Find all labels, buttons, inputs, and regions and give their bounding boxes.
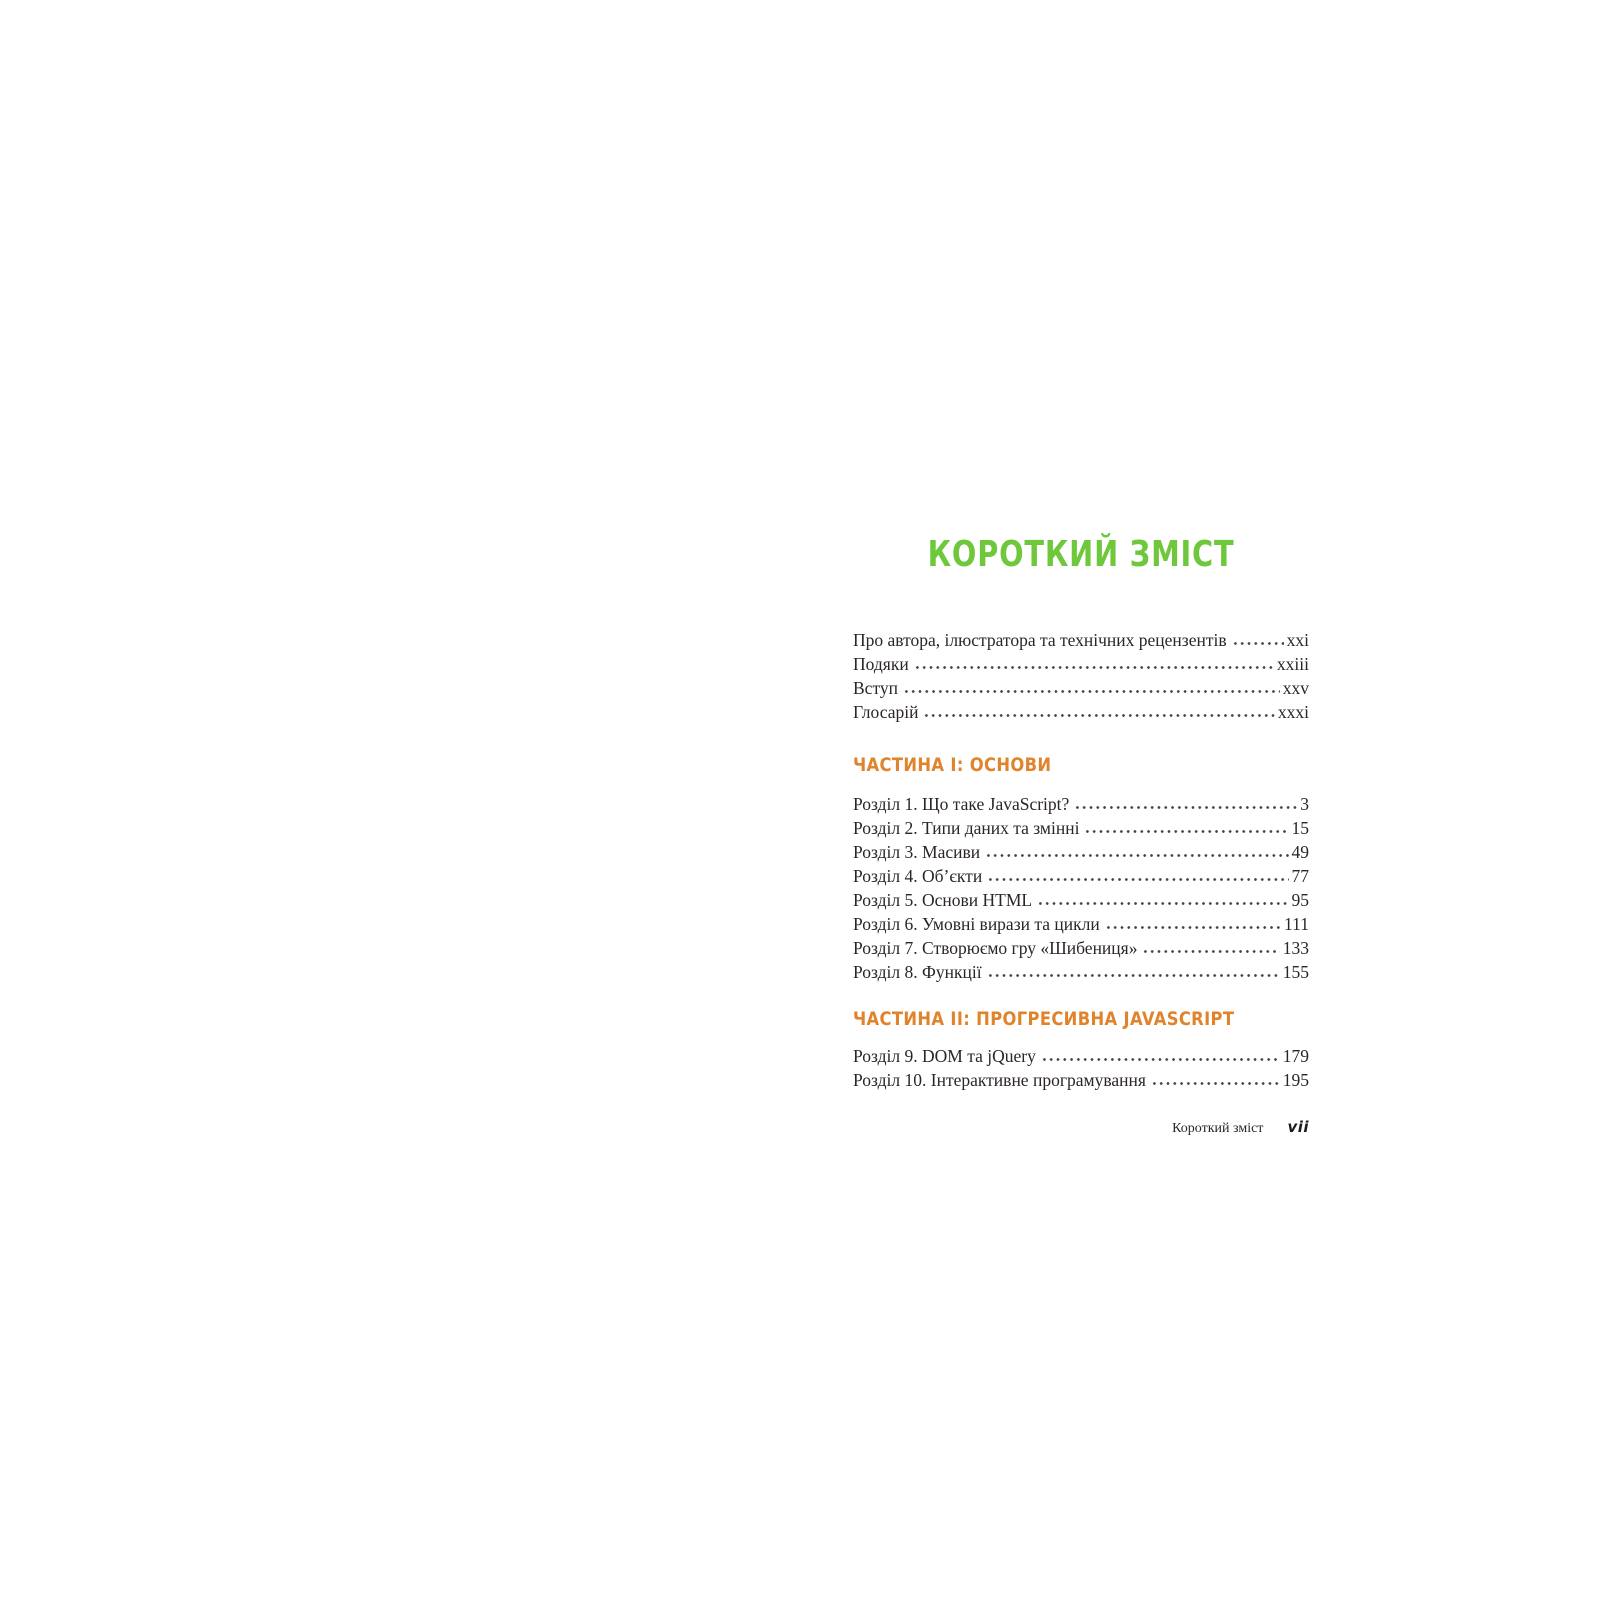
toc-entry-title: Розділ 9. DOM та jQuery xyxy=(853,1046,1036,1066)
toc-entry xyxy=(853,936,1309,960)
toc-entry xyxy=(853,700,1309,724)
dot-leader xyxy=(985,864,1288,888)
toc-entry-page: 15 xyxy=(1291,818,1309,838)
part-2-chapter-list xyxy=(853,1044,1309,1092)
part-section-advanced xyxy=(853,1008,1309,1092)
dot-leader xyxy=(912,652,1274,676)
toc-entry-title: Розділ 10. Інтерактивне програмування xyxy=(853,1070,1146,1090)
page-footer xyxy=(853,1118,1309,1137)
dot-leader xyxy=(983,840,1288,864)
dot-leader xyxy=(1035,888,1288,912)
part-heading: ЧАСТИНА I: ОСНОВИ xyxy=(853,754,1052,776)
toc-entry-title: Розділ 2. Типи даних та змінні xyxy=(853,818,1080,838)
dot-leader xyxy=(901,676,1280,700)
toc-entry xyxy=(853,628,1309,652)
toc-entry-title: Подяки xyxy=(853,654,909,674)
toc-entry-page: 77 xyxy=(1291,866,1309,886)
dot-leader xyxy=(1230,628,1284,652)
toc-entry-page: 111 xyxy=(1284,914,1309,934)
toc-entry-page: 195 xyxy=(1282,1070,1309,1090)
dot-leader xyxy=(1140,936,1279,960)
dot-leader xyxy=(921,700,1274,724)
dot-leader xyxy=(1072,792,1297,816)
toc-entry-title: Розділ 8. Функції xyxy=(853,962,982,982)
toc-entry-page: 155 xyxy=(1282,962,1309,982)
toc-entry-title: Про автора, ілюстратора та технічних рецензентів xyxy=(853,630,1227,650)
dot-leader xyxy=(985,960,1280,984)
dot-leader xyxy=(1039,1044,1280,1068)
toc-entry-title: Вступ xyxy=(853,678,898,698)
toc-entry-title: Глосарій xyxy=(853,702,919,722)
dot-leader xyxy=(1149,1068,1280,1092)
toc-entry xyxy=(853,888,1309,912)
toc-entry xyxy=(853,1068,1309,1092)
toc-entry xyxy=(853,652,1309,676)
toc-entry-page: xxi xyxy=(1286,630,1309,650)
toc-entry xyxy=(853,676,1309,700)
front-matter-list xyxy=(853,628,1309,724)
toc-entry-page: 95 xyxy=(1291,890,1309,910)
footer-page-number: vii xyxy=(1287,1118,1309,1136)
toc-entry-title: Розділ 5. Основи HTML xyxy=(853,890,1033,910)
toc-entry xyxy=(853,792,1309,816)
part-1-chapter-list xyxy=(853,792,1309,984)
toc-entry-title: Розділ 4. Об’єкти xyxy=(853,866,983,886)
toc-entry-title: Розділ 7. Створюємо гру «Шибениця» xyxy=(853,938,1138,958)
toc-content-column xyxy=(853,535,1309,1137)
toc-entry-page: 49 xyxy=(1291,842,1309,862)
toc-entry xyxy=(853,816,1309,840)
toc-entry-page: 133 xyxy=(1282,938,1309,958)
toc-entry xyxy=(853,960,1309,984)
toc-entry xyxy=(853,840,1309,864)
toc-entry-page: xxxi xyxy=(1277,702,1309,722)
dot-leader xyxy=(1082,816,1288,840)
toc-entry-page: xxv xyxy=(1282,678,1309,698)
toc-entry xyxy=(853,912,1309,936)
toc-entry-page: 3 xyxy=(1300,794,1309,814)
toc-entry-title: Розділ 3. Масиви xyxy=(853,842,981,862)
part-heading: ЧАСТИНА II: ПРОГРЕСИВНА JAVASCRIPT xyxy=(853,1008,1235,1030)
toc-entry-title: Розділ 1. Що таке JavaScript? xyxy=(853,794,1070,814)
toc-entry xyxy=(853,864,1309,888)
page-title: КОРОТКИЙ ЗМІСТ xyxy=(927,534,1235,575)
part-section-basics xyxy=(853,754,1309,984)
toc-entry-page: xxiii xyxy=(1276,654,1309,674)
toc-entry-page: 179 xyxy=(1282,1046,1309,1066)
footer-section-label: Короткий зміст xyxy=(1172,1121,1264,1136)
toc-entry xyxy=(853,1044,1309,1068)
toc-entry-title: Розділ 6. Умовні вирази та цикли xyxy=(853,914,1100,934)
dot-leader xyxy=(1103,912,1281,936)
